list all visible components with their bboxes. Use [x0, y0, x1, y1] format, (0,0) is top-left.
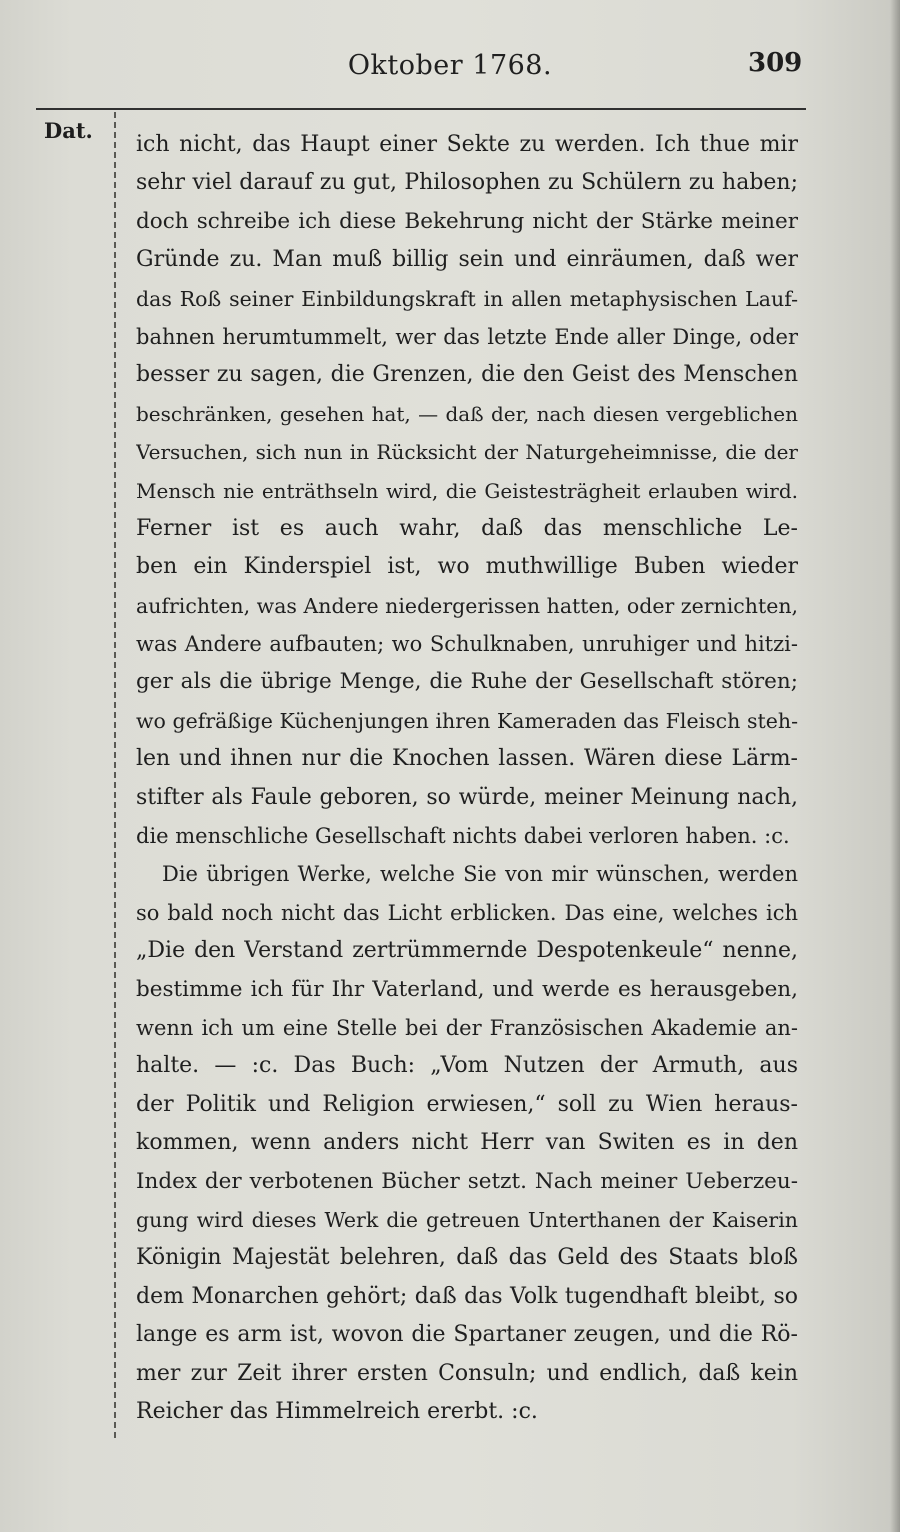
- text-line: Die übrigen Werke, welche Sie von mir wünschen, werden: [162, 862, 798, 887]
- text-line: der Politik und Religion erwiesen,“ soll zu Wien heraus-: [136, 1091, 798, 1117]
- text-line: wenn ich um eine Stelle bei der Französischen Akademie an-: [136, 1015, 798, 1040]
- text-line: sehr viel darauf zu gut, Philosophen zu Schülern zu haben;: [136, 170, 798, 196]
- text-line: das Roß seiner Einbildungskraft in allen metaphysischen Lauf-: [136, 286, 798, 311]
- text-line: len und ihnen nur die Knochen lassen. Wären diese Lärm-: [136, 746, 798, 772]
- text-line: gung wird dieses Werk die getreuen Unterthanen der Kaiserin: [136, 1207, 798, 1232]
- text-line: Königin Majestät belehren, daß das Geld des Staats bloß: [136, 1245, 798, 1271]
- running-head: [0, 48, 900, 88]
- text-line: Versuchen, sich nun in Rücksicht der Naturgeheimnisse, die der: [136, 440, 798, 465]
- text-line: lange es arm ist, wovon die Spartaner zeugen, und die Rö-: [136, 1322, 798, 1348]
- text-line: so bald noch nicht das Licht erblicken. Das eine, welches ich: [136, 900, 798, 925]
- text-line: Mensch nie enträthseln wird, die Geistesträgheit erlauben wird.: [136, 478, 798, 503]
- text-line: ger als die übrige Menge, die Ruhe der Gesellschaft stören;: [136, 669, 798, 695]
- text-line: was Andere aufbauten; wo Schulknaben, unruhiger und hitzi-: [136, 632, 798, 657]
- body-text: [136, 126, 798, 1431]
- text-line: beschränken, gesehen hat, — daß der, nach diesen vergeblichen: [136, 401, 798, 426]
- text-line: halte. — :c. Das Buch: „Vom Nutzen der Armuth, aus: [136, 1053, 798, 1079]
- running-title: Oktober 1768.: [347, 50, 553, 81]
- text-line: wo gefräßige Küchenjungen ihren Kameraden das Fleisch steh-: [136, 708, 798, 733]
- text-line: ich nicht, das Haupt einer Sekte zu werden. Ich thue mir: [136, 132, 798, 157]
- text-line: Index der verbotenen Bücher setzt. Nach meiner Ueberzeu-: [136, 1168, 798, 1194]
- text-line: besser zu sagen, die Grenzen, die den Geist des Menschen: [136, 362, 798, 388]
- text-line: Gründe zu. Man muß billig sein und einräumen, daß wer: [136, 247, 798, 273]
- text-line: Reicher das Himmelreich ererbt. :c.: [136, 1398, 538, 1424]
- text-line: doch schreibe ich diese Bekehrung nicht der Stärke meiner: [136, 208, 798, 234]
- header-rule: [36, 108, 806, 110]
- text-line: stifter als Faule geboren, so würde, meiner Meinung nach,: [136, 784, 798, 810]
- text-line: mer zur Zeit ihrer ersten Consuln; und endlich, daß kein: [136, 1360, 798, 1386]
- text-line: kommen, wenn anders nicht Herr van Switen es in den: [136, 1130, 798, 1156]
- text-line: bahnen herumtummelt, wer das letzte Ende aller Dinge, oder: [136, 324, 798, 349]
- text-line: die menschliche Gesellschaft nichts dabei verloren haben. :c.: [136, 824, 790, 849]
- page-number: 309: [748, 48, 803, 78]
- text-line: ben ein Kinderspiel ist, wo muthwillige Buben wieder: [136, 554, 798, 580]
- margin-rule: [114, 112, 116, 1438]
- text-line: bestimme ich für Ihr Vaterland, und werde es herausgeben,: [136, 976, 798, 1002]
- text-line: „Die den Verstand zertrümmernde Despotenkeule“ nenne,: [136, 938, 798, 964]
- text-line: Ferner ist es auch wahr, daß das menschliche Le-: [136, 515, 798, 541]
- text-line: aufrichten, was Andere niedergerissen hatten, oder zernichten,: [136, 593, 798, 618]
- text-line: dem Monarchen gehört; daß das Volk tugendhaft bleibt, so: [136, 1283, 798, 1309]
- margin-date-label: Dat.: [44, 118, 93, 143]
